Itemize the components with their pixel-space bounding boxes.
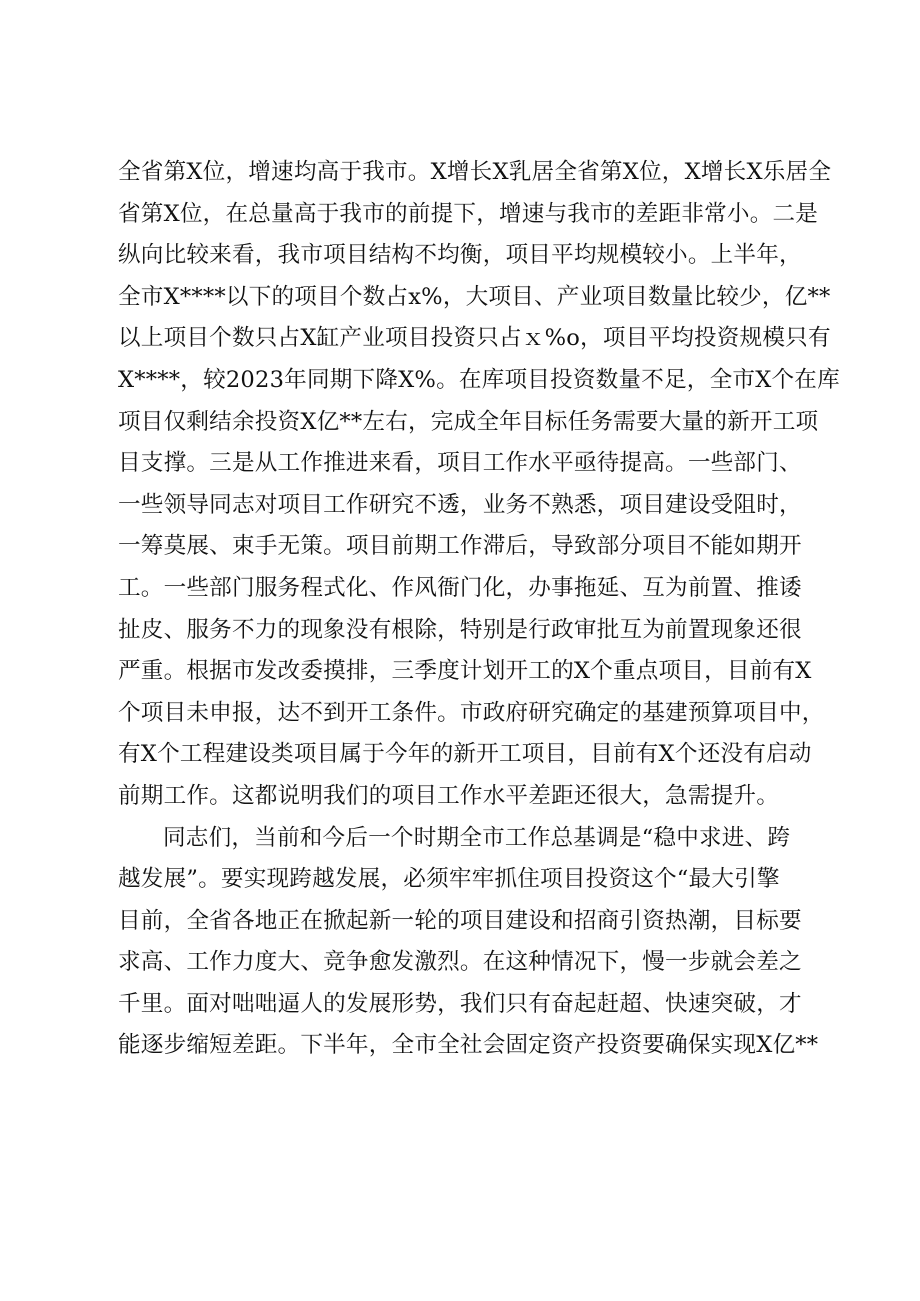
text-line: 以上项目个数只占X缸产业项目投资只占ｘ%o，项目平均投资规模只有 — [118, 325, 831, 352]
text-line: 全省第X位，增速均高于我市。X增长X乳居全省第X位，X增长X乐居全 — [118, 159, 832, 185]
paragraph-start-line: 同志们，当前和今后一个时期全市工作总基调是“稳中求进、跨 — [163, 824, 791, 851]
text-line: 严重。根据市发改委摸排，三季度计划开工的X个重点项目，目前有X — [118, 658, 812, 685]
text-line: 目支撑。三是从工作推进来看，项目工作水平亟待提高。一些部门、 — [118, 450, 802, 477]
text-line: X****，较2023年同期下降X%。在库项目投资数量不足，全市X个在库 — [118, 366, 840, 393]
text-line: 目前，全省各地正在掀起新一轮的项目建设和招商引资热潮，目标要 — [118, 907, 802, 934]
text-line: 能逐步缩短差距。下半年，全市全社会固定资产投资要确保实现X亿** — [118, 1032, 819, 1059]
text-line: 省第X位，在总量高于我市的前提下，增速与我市的差距非常小。二是 — [118, 200, 819, 227]
text-line: 一筹莫展、束手无策。项目前期工作滞后，导致部分项目不能如期开 — [118, 533, 802, 560]
text-line: 越发展”。要实现跨越发展，必须牢牢抓住项目投资这个“最大引擎 — [118, 866, 780, 893]
text-line: 个项目未申报，达不到开工条件。市政府研究确定的基建预算项目中， — [118, 699, 825, 726]
text-line: 求高、工作力度大、竞争愈发激烈。在这种情况下，慢一步就会差之 — [118, 949, 802, 976]
text-line: 有X个工程建设类项目属于今年的新开工项目，目前有X个还没有启动 — [118, 741, 812, 768]
text-line: 扯皮、服务不力的现象没有根除，特别是行政审批互为前置现象还很 — [118, 616, 802, 643]
text-line: 一些领导同志对项目工作研究不透，业务不熟悉，项目建设受阻时， — [118, 491, 802, 518]
text-line: 全市X****以下的项目个数占x%，大项目、产业项目数量比较少，亿** — [118, 283, 831, 310]
text-line: 前期工作。这都说明我们的项目工作水平差距还很大，急需提升。 — [118, 782, 780, 809]
body-text — [118, 152, 840, 1067]
text-line: 千里。面对咄咄逼人的发展形势，我们只有奋起赶超、快速突破，才 — [118, 990, 802, 1017]
text-line: 纵向比较来看，我市项目结构不均衡，项目平均规模较小。上半年， — [118, 242, 802, 269]
text-line: 工。一些部门服务程式化、作风衙门化，办事拖延、互为前置、推诿 — [118, 574, 802, 601]
text-line: 项目仅剩结余投资X亿**左右，完成全年目标任务需要大量的新开工项 — [118, 408, 819, 435]
